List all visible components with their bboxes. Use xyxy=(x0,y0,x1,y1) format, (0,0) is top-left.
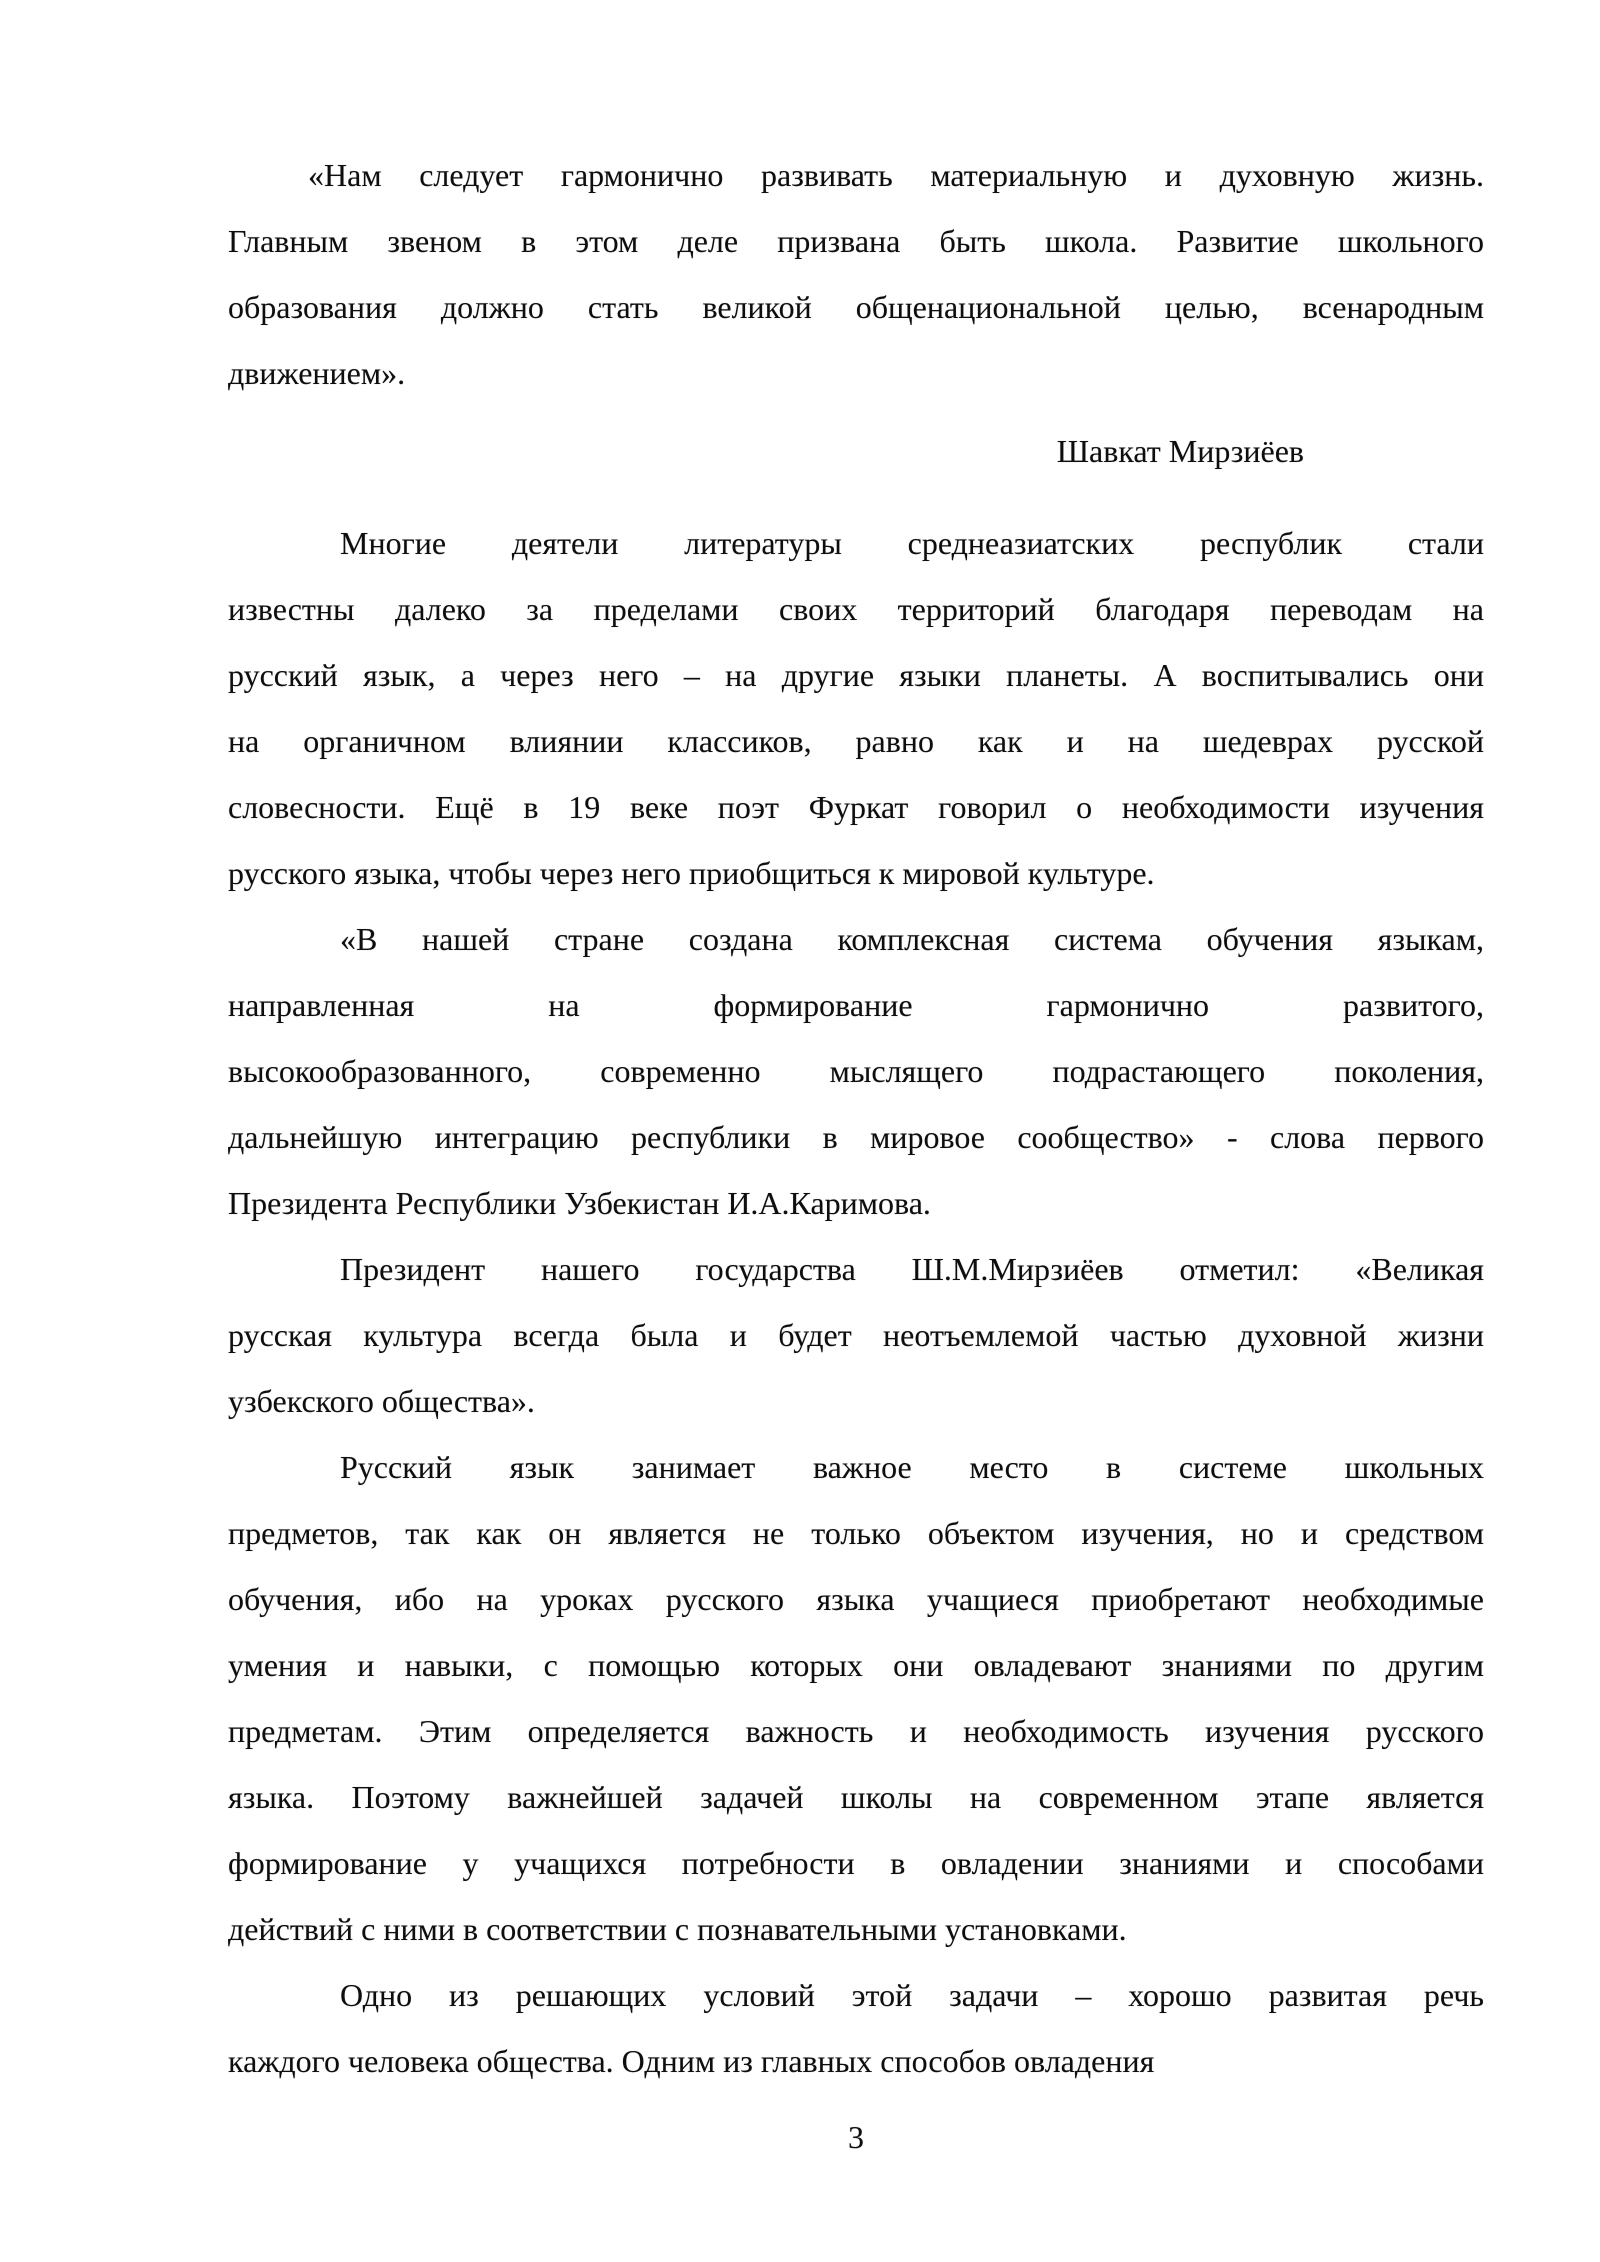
text-line: словесности. Ещё в 19 веке поэт Фуркат говорил о необходимости изучения xyxy=(228,789,1484,825)
text-line: русская культура всегда была и будет неотъемлемой частью духовной жизни xyxy=(228,1317,1484,1353)
text-line: известны далеко за пределами своих территорий благодаря переводам на xyxy=(228,591,1484,627)
text-line: «В нашей стране создана комплексная система обучения языкам, xyxy=(340,921,1484,957)
text-line: Президента Республики Узбекистан И.А.Каримова. xyxy=(228,1185,931,1221)
quote-paragraph xyxy=(228,142,1484,406)
text-line: высокообразованного, современно мыслящего подрастающего поколения, xyxy=(228,1053,1484,1089)
paragraph-1 xyxy=(228,510,1484,906)
text-line: формирование у учащихся потребности в овладении знаниями и способами xyxy=(228,1845,1484,1881)
text-line: Русский язык занимает важное место в системе школьных xyxy=(340,1449,1484,1485)
text-line: узбекского общества». xyxy=(228,1383,535,1419)
paragraph-3 xyxy=(228,1236,1484,1434)
text-line: направленная на формирование гармонично развитого, xyxy=(228,987,1484,1023)
text-line: предметам. Этим определяется важность и необходимость изучения русского xyxy=(228,1713,1484,1749)
text-line: Президент нашего государства Ш.М.Мирзиёев отметил: «Великая xyxy=(340,1251,1484,1287)
text-line: каждого человека общества. Одним из главных способов овладения xyxy=(228,2043,1155,2079)
text-line: русского языка, чтобы через него приобщиться к мировой культуре. xyxy=(228,855,1155,891)
text-line: русский язык, а через него – на другие языки планеты. А воспитывались они xyxy=(228,657,1484,693)
paragraph-5 xyxy=(228,1962,1484,2094)
paragraph-4 xyxy=(228,1434,1484,1962)
paragraph-2 xyxy=(228,906,1484,1236)
text-line: языка. Поэтому важнейшей задачей школы на современном этапе является xyxy=(228,1779,1484,1815)
text-line: умения и навыки, с помощью которых они овладевают знаниями по другим xyxy=(228,1647,1484,1683)
text-line: действий с ними в соответствии с познавательными установками. xyxy=(228,1911,1127,1947)
text-line: Главным звеном в этом деле призвана быть школа. Развитие школьного xyxy=(228,223,1484,259)
text-line: дальнейшую интеграцию республики в мировое сообщество» - слова первого xyxy=(228,1119,1484,1155)
text-line: Одно из решающих условий этой задачи – хорошо развитая речь xyxy=(340,1977,1484,2013)
text-line: обучения, ибо на уроках русского языка учащиеся приобретают необходимые xyxy=(228,1581,1484,1617)
quote-attribution: Шавкат Мирзиёев xyxy=(1056,433,1304,469)
text-line: Многие деятели литературы среднеазиатских республик стали xyxy=(340,525,1484,561)
page-content xyxy=(228,142,1484,2170)
text-line: образования должно стать великой общенациональной целью, всенародным xyxy=(228,289,1484,325)
page-number: 3 xyxy=(848,2119,864,2155)
text-line: на органичном влиянии классиков, равно как и на шедеврах русской xyxy=(228,723,1484,759)
text-line: предметов, так как он является не только объектом изучения, но и средством xyxy=(228,1515,1484,1551)
text-line: «Нам следует гармонично развивать материальную и духовную жизнь. xyxy=(308,157,1484,193)
text-line: движением». xyxy=(228,355,406,391)
